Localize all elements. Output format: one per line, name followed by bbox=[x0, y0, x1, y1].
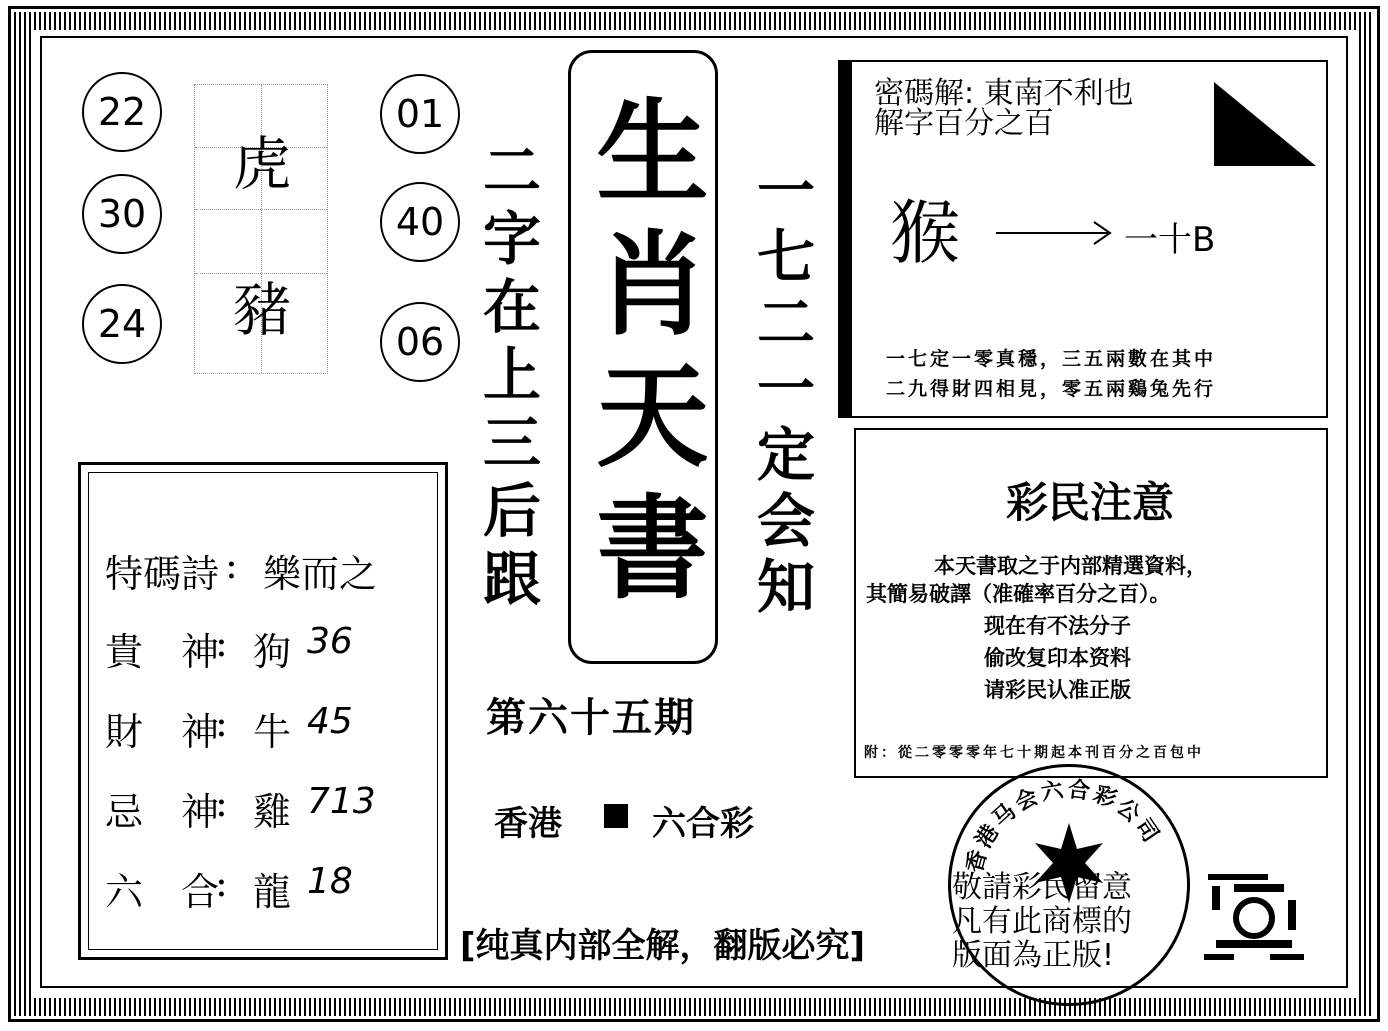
left-vertical-phrase: 二字在上三后跟 bbox=[473, 140, 541, 616]
poem-row: 忌 神 : 雞 713 bbox=[105, 781, 376, 834]
poem-row: 貴 神 : 狗 36 bbox=[105, 621, 353, 674]
brand-square-icon bbox=[604, 804, 628, 828]
stamp-line-1: 敬請彩民留意 bbox=[952, 870, 1132, 905]
code-line-2: 解字百分之百 bbox=[874, 106, 1054, 141]
code-box bbox=[838, 60, 1328, 418]
poem-row-animal: 狗 bbox=[253, 630, 292, 674]
number-circle: 24 bbox=[82, 284, 162, 364]
notice-line-1: 本天書取之于内部精選資料， bbox=[934, 554, 1207, 578]
stamp-ring-text: 香港马会六合彩公司 bbox=[962, 777, 1165, 876]
poem-row: 六 合 : 龍 18 bbox=[105, 861, 353, 914]
brand-left: 香港 bbox=[494, 804, 562, 844]
trademark-logo bbox=[1198, 866, 1310, 966]
stamp-line-3: 版面為正版! bbox=[952, 938, 1115, 973]
poem-header-value: 樂而之 bbox=[263, 552, 378, 596]
stamp-line-2: 凡有此商標的 bbox=[952, 904, 1132, 939]
poem-box bbox=[78, 462, 448, 960]
poem-row: 財 神 : 牛 45 bbox=[105, 701, 353, 754]
zodiac-char: 豬 bbox=[233, 276, 292, 344]
poem-header-key: 特碼詩 bbox=[105, 552, 220, 596]
title-box bbox=[568, 50, 718, 664]
brand-right: 六合彩 bbox=[652, 804, 754, 844]
poem-row-number: 18 bbox=[307, 861, 353, 902]
poem-header-row: 特碼詩 : 樂而之 bbox=[105, 543, 378, 596]
right-vertical-phrase: 一七二一定会知 bbox=[747, 160, 815, 622]
notice-line-4: 偷改复印本资料 bbox=[984, 646, 1131, 670]
code-verse-2: 二九得財四相見，零五兩鷄兔先行 bbox=[886, 378, 1217, 400]
poem-row-key: 忌 神 bbox=[105, 790, 220, 834]
corner-triangle-icon bbox=[1210, 78, 1320, 170]
zodiac-grid bbox=[194, 84, 328, 374]
number-circle: 22 bbox=[82, 72, 162, 152]
main-title: 生肖天書 bbox=[578, 93, 709, 621]
number-circle: 01 bbox=[380, 74, 460, 154]
code-box-bar bbox=[840, 62, 852, 416]
notice-footnote: 附：從二零零零年七十期起本刊百分之百包中 bbox=[864, 745, 1204, 761]
poem-row-number: 45 bbox=[307, 701, 353, 742]
code-result: 一十B bbox=[1124, 220, 1216, 260]
notice-box bbox=[854, 428, 1328, 778]
poem-row-animal: 雞 bbox=[253, 790, 292, 834]
number-circle: 40 bbox=[380, 182, 460, 262]
issue-number: 第六十五期 bbox=[486, 695, 696, 741]
poem-row-key: 六 合 bbox=[105, 870, 220, 914]
poem-row-animal: 牛 bbox=[253, 710, 292, 754]
number-circle: 06 bbox=[380, 302, 460, 382]
poem-row-number: 713 bbox=[307, 781, 376, 822]
code-verse-1: 一七定一零真穩，三五兩數在其中 bbox=[886, 348, 1217, 370]
poem-row-key: 貴 神 bbox=[105, 630, 220, 674]
poem-row-number: 36 bbox=[307, 621, 353, 662]
code-zodiac: 猴 bbox=[890, 192, 960, 274]
number-circle: 30 bbox=[82, 174, 162, 254]
notice-line-5: 请彩民认准正版 bbox=[984, 678, 1131, 702]
code-line-1: 密碼解: 東南不利也 bbox=[874, 76, 1134, 111]
notice-title: 彩民注意 bbox=[1006, 478, 1175, 527]
poem-row-animal: 龍 bbox=[253, 870, 292, 914]
poem-row-key: 財 神 bbox=[105, 710, 220, 754]
notice-line-3: 现在有不法分子 bbox=[984, 614, 1131, 638]
zodiac-char: 虎 bbox=[233, 130, 292, 198]
arrow-right-icon bbox=[996, 220, 1114, 246]
bottom-slogan: [纯真内部全解，翻版必究] bbox=[460, 926, 866, 966]
notice-line-2: 其簡易破譯（准確率百分之百）。 bbox=[866, 582, 1171, 606]
